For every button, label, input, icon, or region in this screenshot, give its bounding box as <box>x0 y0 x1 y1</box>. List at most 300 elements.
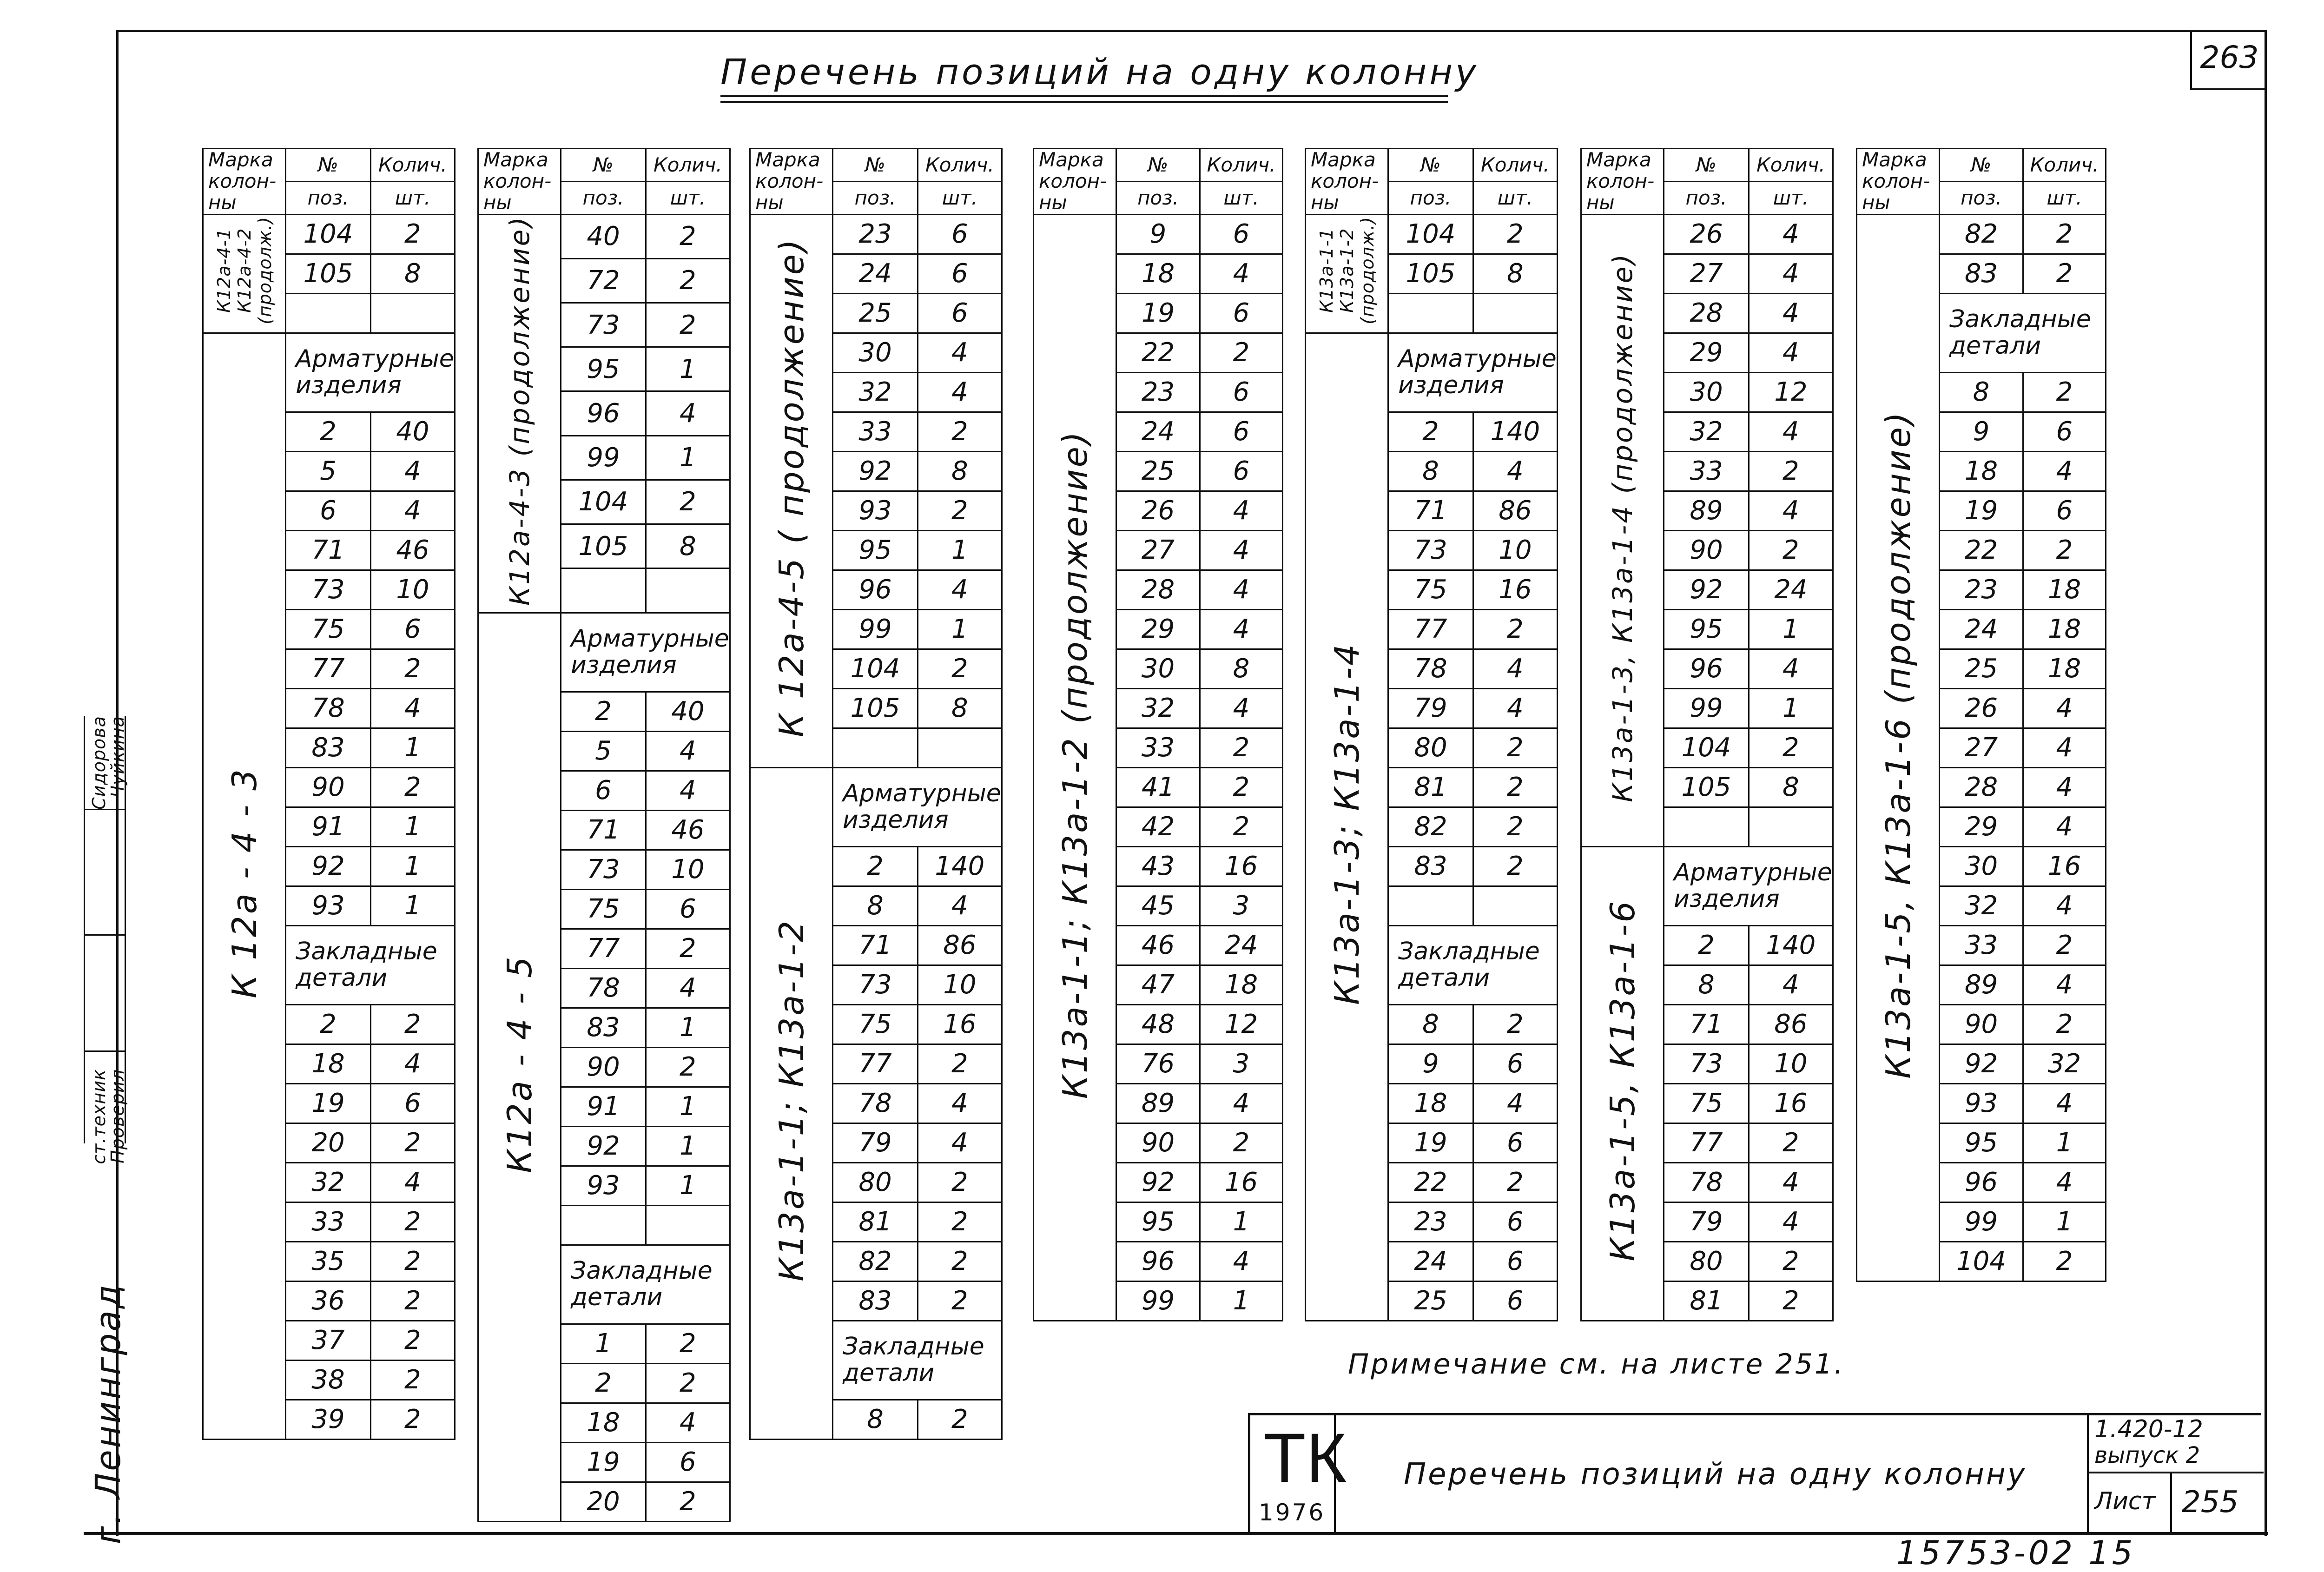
header-mark: Марка колон- ны <box>1581 149 1664 215</box>
position-number: 91 <box>286 807 371 846</box>
position-number: 30 <box>1116 649 1200 688</box>
position-number: 29 <box>1664 333 1749 372</box>
position-number: 78 <box>1388 649 1473 688</box>
tk-logo: ТК <box>1263 1419 1347 1497</box>
position-number: 33 <box>1940 925 2023 965</box>
position-number: 47 <box>1116 965 1200 1004</box>
quantity: 1 <box>370 886 455 925</box>
quantity: 40 <box>646 692 730 731</box>
header-pos: поз. <box>833 181 918 214</box>
quantity: 6 <box>1473 1044 1557 1083</box>
position-number: 26 <box>1116 491 1200 530</box>
quantity: 3 <box>1200 1044 1283 1083</box>
position-number: 79 <box>1388 688 1473 728</box>
column-mark: К12а-4-1 К12а-4-2 (продолж.) <box>203 214 286 333</box>
quantity <box>1473 886 1557 925</box>
position-number: 1 <box>561 1324 646 1363</box>
quantity: 1 <box>646 1008 730 1047</box>
quantity: 2 <box>1473 214 1557 254</box>
quantity: 4 <box>918 372 1002 412</box>
position-number <box>286 293 371 333</box>
header-unit: шт. <box>646 181 730 214</box>
position-number: 93 <box>1940 1083 2023 1123</box>
table-row <box>1034 214 1283 254</box>
bottom-code: 15753-02 15 <box>1896 1534 2136 1572</box>
position-number: 22 <box>1388 1162 1473 1202</box>
quantity: 4 <box>1200 609 1283 649</box>
quantity: 2 <box>370 1242 455 1281</box>
quantity: 2 <box>918 491 1002 530</box>
quantity: 2 <box>370 767 455 807</box>
position-number: 41 <box>1116 767 1200 807</box>
quantity: 6 <box>370 609 455 649</box>
quantity: 2 <box>1749 530 1833 570</box>
position-number: 18 <box>286 1044 371 1083</box>
position-number: 73 <box>561 850 646 889</box>
position-number: 71 <box>1664 1004 1749 1044</box>
header-qty: Колич. <box>370 149 455 182</box>
quantity: 2 <box>918 1281 1002 1321</box>
quantity: 2 <box>646 303 730 347</box>
position-number: 99 <box>561 436 646 480</box>
quantity: 4 <box>2023 965 2106 1004</box>
position-number: 19 <box>1116 293 1200 333</box>
position-number: 92 <box>1664 570 1749 609</box>
column-mark: К13а-1-5, К13а-1-6 (продолжение) <box>1857 214 1940 1281</box>
quantity: 1 <box>370 846 455 886</box>
position-number: 77 <box>1388 609 1473 649</box>
quantity: 4 <box>646 771 730 810</box>
quantity: 46 <box>646 810 730 850</box>
series-box <box>2087 1415 2264 1473</box>
position-number: 72 <box>561 258 646 303</box>
position-number: 104 <box>1940 1242 2023 1281</box>
header-mark: Марка колон- ны <box>1857 149 1940 215</box>
quantity: 4 <box>1473 1083 1557 1123</box>
position-number: 90 <box>1664 530 1749 570</box>
position-number: 93 <box>561 1166 646 1205</box>
position-number: 27 <box>1116 530 1200 570</box>
position-number: 22 <box>1940 530 2023 570</box>
quantity: 2 <box>918 1202 1002 1242</box>
position-number: 2 <box>1388 412 1473 451</box>
position-number: 2 <box>1664 925 1749 965</box>
quantity: 2 <box>646 1482 730 1521</box>
position-number: 83 <box>1388 846 1473 886</box>
position-number: 104 <box>286 214 371 254</box>
position-number: 89 <box>1664 491 1749 530</box>
name-2: Чуйкина <box>107 716 128 798</box>
quantity: 2 <box>2023 254 2106 293</box>
position-number: 81 <box>833 1202 918 1242</box>
position-number: 104 <box>1664 728 1749 767</box>
quantity: 10 <box>370 570 455 609</box>
quantity: 16 <box>1200 1162 1283 1202</box>
position-number: 33 <box>1116 728 1200 767</box>
quantity: 4 <box>1473 451 1557 491</box>
position-number: 24 <box>1388 1242 1473 1281</box>
position-number: 23 <box>1388 1202 1473 1242</box>
subheader-row <box>1581 846 1833 925</box>
quantity: 86 <box>918 925 1002 965</box>
quantity: 4 <box>370 688 455 728</box>
position-number: 81 <box>1388 767 1473 807</box>
quantity: 2 <box>1749 1123 1833 1162</box>
position-number: 26 <box>1664 214 1749 254</box>
position-number: 82 <box>1388 807 1473 846</box>
position-number: 92 <box>561 1126 646 1166</box>
position-number: 8 <box>1388 451 1473 491</box>
quantity: 4 <box>1749 491 1833 530</box>
column-mark: К 12а-4-5 ( продолжение) <box>750 214 833 767</box>
quantity: 2 <box>370 1281 455 1321</box>
quantity: 32 <box>2023 1044 2106 1083</box>
position-number: 77 <box>1664 1123 1749 1162</box>
position-number: 8 <box>833 1400 918 1439</box>
header-unit: шт. <box>1473 181 1557 214</box>
position-number: 43 <box>1116 846 1200 886</box>
quantity: 10 <box>1473 530 1557 570</box>
series: 1.420-12 <box>2094 1415 2203 1443</box>
position-number: 71 <box>286 530 371 570</box>
quantity: 6 <box>1200 293 1283 333</box>
title-block <box>1248 1413 2261 1532</box>
header-qty: Колич. <box>918 149 1002 182</box>
position-number: 99 <box>1940 1202 2023 1242</box>
subheader: Закладные детали <box>1940 293 2106 372</box>
position-number: 92 <box>286 846 371 886</box>
position-number: 19 <box>561 1442 646 1482</box>
quantity: 4 <box>2023 886 2106 925</box>
position-number: 92 <box>833 451 918 491</box>
position-number: 23 <box>1940 570 2023 609</box>
quantity <box>646 1205 730 1245</box>
position-number: 73 <box>561 303 646 347</box>
position-number: 36 <box>286 1281 371 1321</box>
quantity: 16 <box>1749 1083 1833 1123</box>
quantity: 18 <box>2023 570 2106 609</box>
page-title: Перечень позиций на одну колонну <box>720 51 1479 92</box>
quantity: 1 <box>918 530 1002 570</box>
header-num: № <box>1388 149 1473 182</box>
quantity: 4 <box>2023 451 2106 491</box>
position-number <box>1664 807 1749 846</box>
quantity: 2 <box>1749 1281 1833 1321</box>
position-number: 40 <box>561 214 646 258</box>
position-number: 32 <box>1116 688 1200 728</box>
position-number: 28 <box>1940 767 2023 807</box>
table-row <box>1581 214 1833 254</box>
header-qty: Колич. <box>1473 149 1557 182</box>
quantity: 2 <box>1749 451 1833 491</box>
quantity: 2 <box>1200 728 1283 767</box>
subheader: Закладные детали <box>1388 925 1558 1004</box>
quantity: 10 <box>918 965 1002 1004</box>
quantity <box>370 293 455 333</box>
year: 1976 <box>1259 1499 1326 1526</box>
position-number: 71 <box>833 925 918 965</box>
quantity: 4 <box>1473 649 1557 688</box>
position-number: 105 <box>1664 767 1749 807</box>
table-2 <box>477 148 731 1522</box>
quantity: 4 <box>1749 293 1833 333</box>
subheader: Арматурные изделия <box>561 613 730 692</box>
header-pos: поз. <box>1116 181 1200 214</box>
header-num: № <box>1664 149 1749 182</box>
position-number: 2 <box>561 1363 646 1403</box>
position-number: 82 <box>1940 214 2023 254</box>
quantity: 4 <box>1200 1083 1283 1123</box>
position-number: 27 <box>1664 254 1749 293</box>
position-number: 73 <box>1664 1044 1749 1083</box>
position-number <box>561 568 646 613</box>
quantity: 8 <box>1473 254 1557 293</box>
position-number: 96 <box>1940 1162 2023 1202</box>
column-mark: К13а-1-1; К13а-1-2 <box>750 767 833 1439</box>
position-number: 92 <box>1116 1162 1200 1202</box>
column-mark: К 12а - 4 - 3 <box>203 333 286 1439</box>
position-number: 79 <box>833 1123 918 1162</box>
position-number: 26 <box>1940 688 2023 728</box>
position-number: 71 <box>561 810 646 850</box>
position-number: 37 <box>286 1321 371 1360</box>
position-number: 105 <box>286 254 371 293</box>
position-number: 2 <box>833 846 918 886</box>
position-number: 2 <box>286 1004 371 1044</box>
position-number: 9 <box>1116 214 1200 254</box>
position-number: 32 <box>1664 412 1749 451</box>
quantity: 10 <box>646 850 730 889</box>
quantity: 4 <box>2023 688 2106 728</box>
header-num: № <box>833 149 918 182</box>
header-pos: поз. <box>561 181 646 214</box>
subheader: Закладные детали <box>833 1321 1002 1400</box>
quantity <box>918 728 1002 767</box>
quantity: 16 <box>2023 846 2106 886</box>
position-number: 32 <box>1940 886 2023 925</box>
subheader: Закладные детали <box>561 1245 730 1324</box>
column-mark: К13а-1-1; К13а-1-2 (продолжение) <box>1034 214 1116 1321</box>
position-number: 9 <box>1940 412 2023 451</box>
quantity: 4 <box>2023 767 2106 807</box>
header-mark: Марка колон- ны <box>478 149 561 215</box>
quantity: 16 <box>1473 570 1557 609</box>
quantity: 6 <box>1200 372 1283 412</box>
position-number: 104 <box>561 480 646 524</box>
position-number <box>1388 886 1473 925</box>
position-number: 28 <box>1664 293 1749 333</box>
quantity: 2 <box>370 1360 455 1400</box>
column-mark: К13а-1-3; К13а-1-4 <box>1306 333 1388 1321</box>
quantity: 12 <box>1200 1004 1283 1044</box>
quantity: 4 <box>1749 1202 1833 1242</box>
quantity: 6 <box>1200 214 1283 254</box>
position-number: 20 <box>286 1123 371 1162</box>
quantity: 18 <box>2023 649 2106 688</box>
position-number: 81 <box>1664 1281 1749 1321</box>
quantity: 12 <box>1749 372 1833 412</box>
quantity: 2 <box>1749 1242 1833 1281</box>
position-number: 77 <box>286 649 371 688</box>
quantity: 2 <box>370 1202 455 1242</box>
header-num: № <box>1116 149 1200 182</box>
position-number: 32 <box>833 372 918 412</box>
quantity: 1 <box>2023 1202 2106 1242</box>
quantity: 4 <box>918 886 1002 925</box>
position-number: 24 <box>1116 412 1200 451</box>
position-number: 8 <box>833 886 918 925</box>
quantity: 4 <box>1200 491 1283 530</box>
quantity: 40 <box>370 412 455 451</box>
role-technician: ст.техник <box>89 1069 109 1164</box>
quantity: 46 <box>370 530 455 570</box>
header-unit: шт. <box>1749 181 1833 214</box>
quantity: 6 <box>918 293 1002 333</box>
quantity: 2 <box>1200 333 1283 372</box>
position-number: 78 <box>833 1083 918 1123</box>
position-number: 23 <box>1116 372 1200 412</box>
position-number: 91 <box>561 1087 646 1126</box>
position-number: 82 <box>833 1242 918 1281</box>
position-number <box>561 1205 646 1245</box>
quantity: 6 <box>2023 491 2106 530</box>
position-number: 99 <box>833 609 918 649</box>
quantity: 4 <box>1749 254 1833 293</box>
quantity: 2 <box>646 929 730 968</box>
table-6 <box>1580 148 1834 1321</box>
quantity: 24 <box>1200 925 1283 965</box>
position-number: 75 <box>833 1004 918 1044</box>
header-qty: Колич. <box>1200 149 1283 182</box>
position-number: 29 <box>1116 609 1200 649</box>
quantity: 2 <box>370 1123 455 1162</box>
position-number: 78 <box>561 968 646 1008</box>
position-number: 95 <box>1664 609 1749 649</box>
column-mark: К13а-1-3, К13а-1-4 (продолжение) <box>1581 214 1664 846</box>
table-5 <box>1305 148 1558 1321</box>
position-number: 105 <box>833 688 918 728</box>
quantity <box>646 568 730 613</box>
position-number: 46 <box>1116 925 1200 965</box>
quantity: 86 <box>1473 491 1557 530</box>
header-qty: Колич. <box>646 149 730 182</box>
position-number: 42 <box>1116 807 1200 846</box>
column-mark: К13а-1-5, К13а-1-6 <box>1581 846 1664 1321</box>
quantity: 1 <box>2023 1123 2106 1162</box>
quantity: 2 <box>370 1321 455 1360</box>
position-number: 83 <box>561 1008 646 1047</box>
header-unit: шт. <box>918 181 1002 214</box>
position-number: 30 <box>833 333 918 372</box>
position-number: 75 <box>286 609 371 649</box>
quantity: 4 <box>646 391 730 436</box>
position-number: 33 <box>833 412 918 451</box>
position-number: 22 <box>1116 333 1200 372</box>
header-qty: Колич. <box>2023 149 2106 182</box>
quantity: 8 <box>1749 767 1833 807</box>
position-number: 93 <box>833 491 918 530</box>
quantity: 140 <box>1473 412 1557 451</box>
position-number: 95 <box>561 347 646 391</box>
quantity: 1 <box>646 1087 730 1126</box>
position-number <box>1388 293 1473 333</box>
quantity: 4 <box>1200 570 1283 609</box>
sheet-box <box>2087 1473 2264 1532</box>
position-number: 90 <box>286 767 371 807</box>
quantity: 4 <box>2023 1162 2106 1202</box>
quantity: 4 <box>918 333 1002 372</box>
quantity: 1 <box>918 609 1002 649</box>
quantity: 2 <box>918 1044 1002 1083</box>
quantity: 4 <box>918 1083 1002 1123</box>
quantity: 8 <box>646 524 730 568</box>
quantity: 2 <box>646 480 730 524</box>
quantity: 24 <box>1749 570 1833 609</box>
quantity: 2 <box>2023 530 2106 570</box>
quantity: 4 <box>1200 688 1283 728</box>
quantity: 2 <box>2023 1242 2106 1281</box>
position-number: 83 <box>286 728 371 767</box>
page-number: 263 <box>2190 30 2267 90</box>
table-3 <box>749 148 1003 1440</box>
position-number: 99 <box>1116 1281 1200 1321</box>
table-4 <box>1033 148 1283 1321</box>
quantity: 4 <box>1749 965 1833 1004</box>
quantity: 4 <box>1200 1242 1283 1281</box>
position-number: 18 <box>561 1403 646 1442</box>
role-checked: Проверил <box>107 1069 128 1163</box>
quantity: 1 <box>646 436 730 480</box>
quantity: 2 <box>2023 214 2106 254</box>
title-underline <box>720 95 1448 97</box>
position-number: 32 <box>286 1162 371 1202</box>
quantity: 4 <box>918 570 1002 609</box>
quantity: 2 <box>1749 728 1833 767</box>
header-mark: Марка колон- ны <box>1306 149 1388 215</box>
position-number: 5 <box>286 451 371 491</box>
header-unit: шт. <box>1200 181 1283 214</box>
quantity: 1 <box>1749 688 1833 728</box>
position-number: 25 <box>1940 649 2023 688</box>
position-number: 18 <box>1116 254 1200 293</box>
quantity: 6 <box>646 1442 730 1482</box>
position-number: 6 <box>286 491 371 530</box>
quantity: 2 <box>2023 1004 2106 1044</box>
table-row <box>203 214 455 254</box>
quantity: 6 <box>646 889 730 929</box>
quantity: 4 <box>1749 1162 1833 1202</box>
quantity: 4 <box>1200 254 1283 293</box>
title-underline <box>720 101 1448 103</box>
position-number: 18 <box>1388 1083 1473 1123</box>
position-number: 83 <box>1940 254 2023 293</box>
table-row <box>1306 214 1558 254</box>
quantity: 2 <box>1200 807 1283 846</box>
position-number: 25 <box>833 293 918 333</box>
quantity: 140 <box>1749 925 1833 965</box>
subheader: Закладные детали <box>286 925 455 1004</box>
quantity: 1 <box>646 1126 730 1166</box>
position-number: 24 <box>833 254 918 293</box>
subheader: Арматурные изделия <box>1388 333 1558 412</box>
position-number: 80 <box>833 1162 918 1202</box>
position-number: 20 <box>561 1482 646 1521</box>
position-number: 78 <box>1664 1162 1749 1202</box>
subheader-row <box>478 613 730 692</box>
quantity: 10 <box>1749 1044 1833 1083</box>
position-number: 24 <box>1940 609 2023 649</box>
position-number: 78 <box>286 688 371 728</box>
